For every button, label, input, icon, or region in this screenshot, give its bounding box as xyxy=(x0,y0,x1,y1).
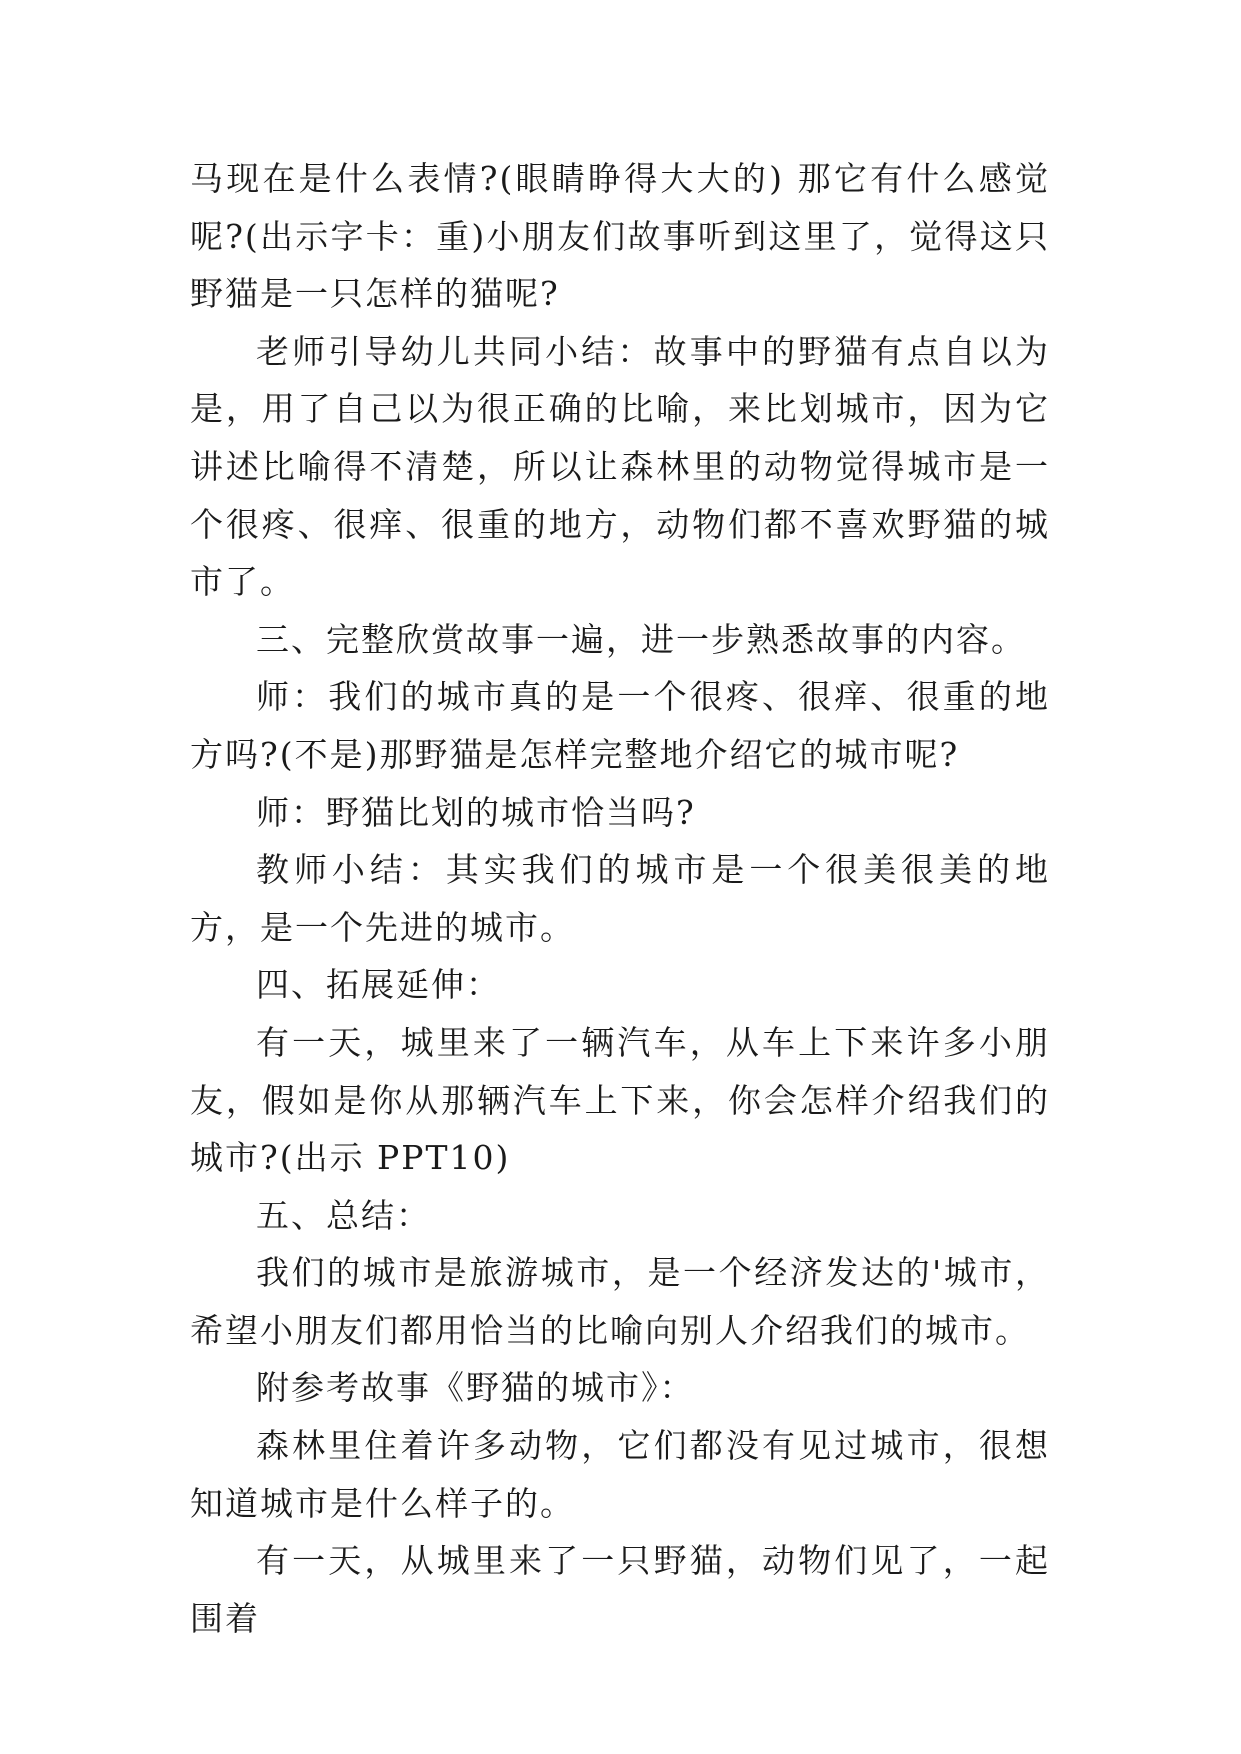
paragraph-3: 三、完整欣赏故事一遍，进一步熟悉故事的内容。 xyxy=(256,619,1026,659)
paragraph-10: 我们的城市是旅游城市，是一个经济发达的'城市，希望小朋友们都用恰当的比喻向别人介绍我们的城市。 xyxy=(190,1253,1050,1350)
document-body xyxy=(190,150,1050,1647)
paragraph-13: 有一天，从城里来了一只野猫，动物们见了，一起围着 xyxy=(190,1541,1050,1638)
paragraph-7: 四、拓展延伸： xyxy=(256,965,501,1005)
paragraph-1: 马现在是什么表情?(眼睛睁得大大的) 那它有什么感觉呢?(出示字卡：重)小朋友们故事听到这里了，觉得这只野猫是一只怎样的猫呢? xyxy=(190,159,1050,314)
paragraph-2: 老师引导幼儿共同小结：故事中的野猫有点自以为是，用了自己以为很正确的比喻，来比划城市，因为它讲述比喻得不清楚，所以让森林里的动物觉得城市是一个很疼、很痒、很重的地方，动物们都不喜欢野猫的城市了。 xyxy=(190,331,1050,602)
paragraph-11: 附参考故事《野猫的城市》： xyxy=(256,1368,695,1408)
paragraph-4: 师：我们的城市真的是一个很疼、很痒、很重的地方吗?(不是)那野猫是怎样完整地介绍它的城市呢? xyxy=(190,677,1050,774)
paragraph-8: 有一天，城里来了一辆汽车，从车上下来许多小朋友，假如是你从那辆汽车上下来，你会怎样介绍我们的城市?(出示 PPT10) xyxy=(190,1022,1050,1178)
paragraph-5: 师：野猫比划的城市恰当吗? xyxy=(256,792,696,832)
paragraph-9: 五、总结： xyxy=(256,1195,431,1235)
paragraph-12: 森林里住着许多动物，它们都没有见过城市，很想知道城市是什么样子的。 xyxy=(190,1426,1050,1523)
paragraph-6: 教师小结：其实我们的城市是一个很美很美的地方，是一个先进的城市。 xyxy=(190,850,1050,947)
